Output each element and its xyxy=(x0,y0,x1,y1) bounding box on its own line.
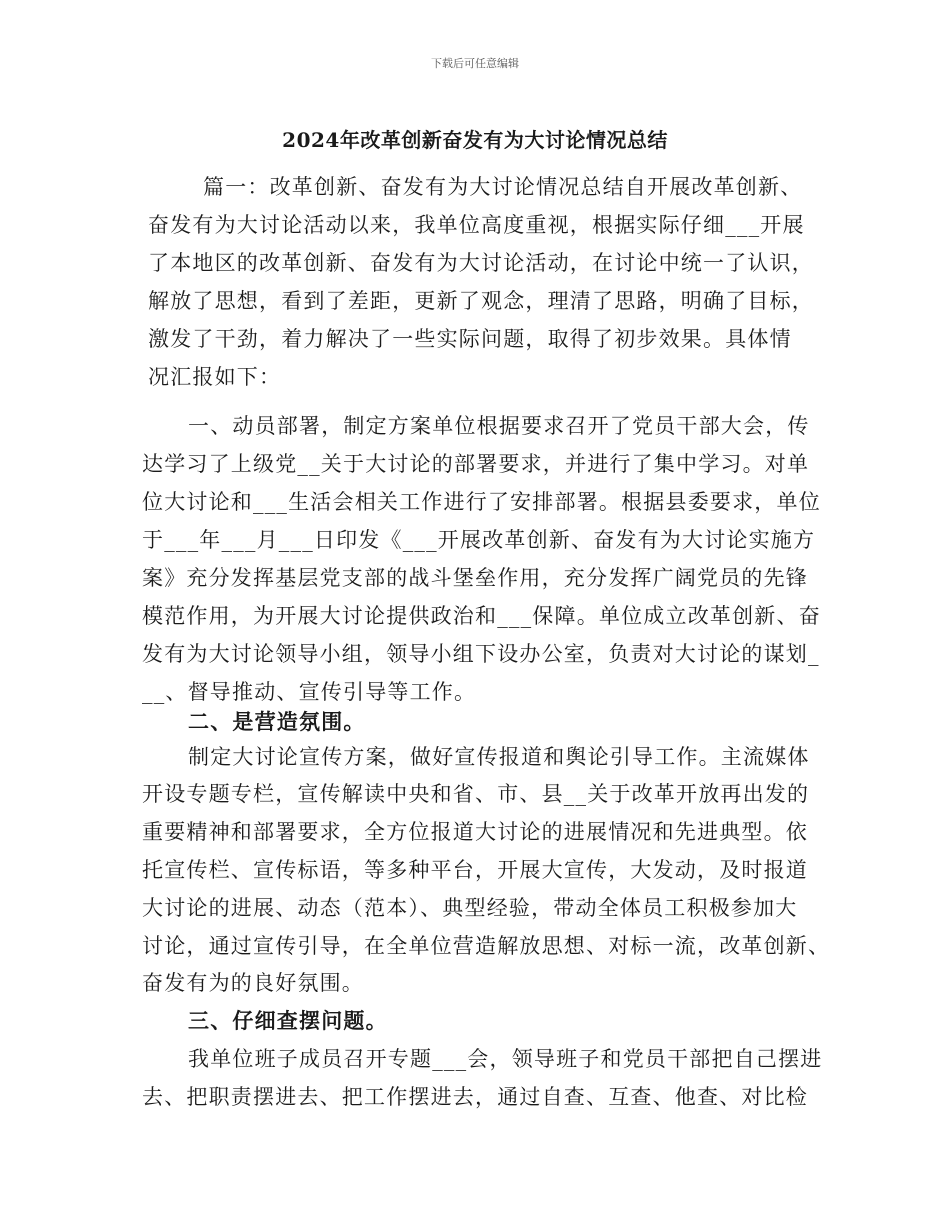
body-line: 开设专题专栏，宣传解读中央和省、市、县__关于改革开放再出发的 xyxy=(142,782,810,806)
body-line: 篇一：改革创新、奋发有为大讨论情况总结自开展改革创新、 xyxy=(203,175,803,199)
body-line: 讨论，通过宣传引导，在全单位营造解放思想、对标一流，改革创新、 xyxy=(142,934,831,958)
body-line: 大讨论的进展、动态（范本）、典型经验，带动全体员工积极参加大 xyxy=(142,896,798,920)
body-line: 了本地区的改革创新、奋发有为大讨论活动，在讨论中统一了认识， xyxy=(148,251,814,275)
body-line: 达学习了上级党__关于大讨论的部署要求，并进行了集中学习。对单 xyxy=(142,452,810,476)
body-line: 模范作用，为开展大讨论提供政治和___保障。单位成立改革创新、奋 xyxy=(142,604,821,628)
body-line: 我单位班子成员召开专题___会，领导班子和党员干部把自己摆进 xyxy=(188,1047,823,1071)
body-line: __、督导推动、宣传引导等工作。 xyxy=(142,680,477,704)
header-note: 下载后可任意编辑 xyxy=(431,57,519,70)
body-line: 况汇报如下： xyxy=(148,365,282,389)
body-line: 激发了干劲，着力解决了一些实际问题，取得了初步效果。具体情 xyxy=(148,327,792,351)
body-line: 解放了思想，看到了差距，更新了观念，理清了思路，明确了目标， xyxy=(148,289,814,313)
body-line: 重要精神和部署要求，全方位报道大讨论的进展情况和先进典型。依 xyxy=(142,820,808,844)
body-line: 一、动员部署，制定方案单位根据要求召开了党员干部大会，传 xyxy=(188,414,810,438)
body-line: 于___年___月___日印发《___开展改革创新、奋发有为大讨论实施方 xyxy=(142,528,816,552)
body-line: 位大讨论和___生活会相关工作进行了安排部署。根据县委要求，单位 xyxy=(142,490,821,514)
body-line: 制定大讨论宣传方案，做好宣传报道和舆论引导工作。主流媒体 xyxy=(188,745,810,769)
section-heading: 三、仔细查摆问题。 xyxy=(188,1008,388,1033)
section-heading: 二、是营造氛围。 xyxy=(188,709,366,734)
body-line: 案》充分发挥基层党支部的战斗堡垒作用，充分发挥广阔党员的先锋 xyxy=(142,566,808,590)
body-line: 去、把职责摆进去、把工作摆进去，通过自查、互查、他查、对比检 xyxy=(142,1085,808,1109)
body-line: 奋发有为的良好氛围。 xyxy=(142,971,364,995)
document-title: 2024年改革创新奋发有为大讨论情况总结 xyxy=(282,128,668,152)
body-line: 托宣传栏、宣传标语，等多种平台，开展大宣传，大发动，及时报道 xyxy=(142,858,808,882)
body-line: 发有为大讨论领导小组，领导小组下设办公室，负责对大讨论的谋划_ xyxy=(142,642,820,666)
body-line: 奋发有为大讨论活动以来，我单位高度重视，根据实际仔细___开展 xyxy=(148,213,805,237)
